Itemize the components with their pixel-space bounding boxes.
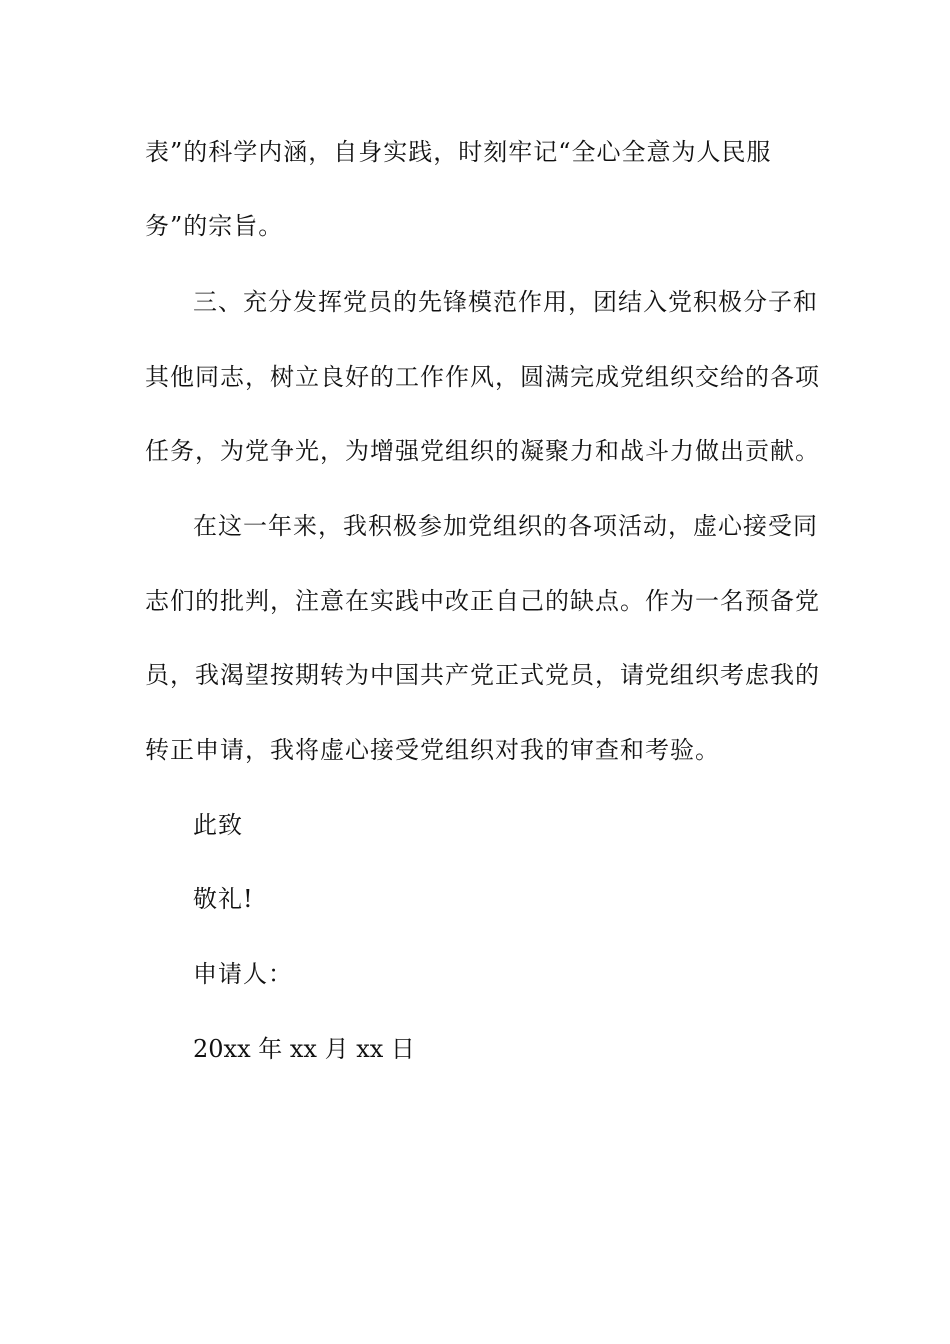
body-text-line: 务”的宗旨。 [145, 212, 284, 240]
body-text-line: 其他同志，树立良好的工作作风，圆满完成党组织交给的各项 [145, 363, 820, 391]
applicant-label: 申请人： [193, 960, 293, 988]
body-text-line: 志们的批判，注意在实践中改正自己的缺点。作为一名预备党 [145, 587, 820, 615]
paragraph-4-start: 在这一年来，我积极参加党组织的各项活动，虚心接受同 [193, 512, 818, 540]
date-text: 20xx 年 xx 月 xx 日 [193, 1035, 415, 1063]
body-text-line: 任务，为党争光，为增强党组织的凝聚力和战斗力做出贡献。 [145, 437, 820, 465]
paragraph-3-start: 三、充分发挥党员的先锋模范作用，团结入党积极分子和 [193, 288, 818, 316]
salutation-text: 敬礼! [193, 885, 254, 913]
body-text-line: 转正申请，我将虚心接受党组织对我的审查和考验。 [145, 736, 720, 764]
body-text-line: 员，我渴望按期转为中国共产党正式党员，请党组织考虑我的 [145, 661, 820, 689]
body-text-line: 表”的科学内涵，自身实践，时刻牢记“全心全意为人民服 [145, 138, 772, 166]
closing-text: 此致 [193, 811, 243, 839]
